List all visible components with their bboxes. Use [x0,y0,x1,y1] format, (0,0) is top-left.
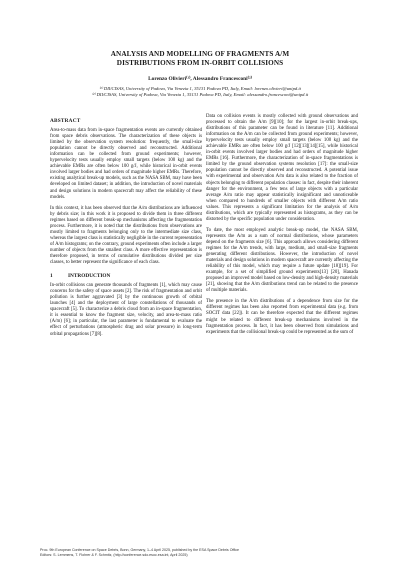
abstract-paragraph-2: In this context, it has been observed that the A/m distributions are influenced by debris size; in this work it is proposed to divide them in three different regimes based on different break-up mechanisms affecting the fragmentation process. Furthermore, it is noted that the distributions from observations are mostly limited to fragments belonging only to the intermediate size class, whereas the largest class is statistically negligible in the current representation of A/m histograms; on the contrary, ground experiments often include a larger number of objects from the smallest class. A more effective representation is therefore proposed, in terms of cumulative distributions divided per size classes, to better represent the significance of each class. [50,205,202,266]
body-paragraph-1: Data on collision events is mostly collected with ground observations and processed to obtain the A/m [9][10]; for the largest in-orbit break-ups, distributions of this parameter can be found in literature [11]. Additional information on the A/m can be collected from ground experiments; however, hypervelocity tests usually employ small targets (below 100 kg) and the achievable EMRs are often below 100 g/J [12][13][14][15], while historical in-orbit events involved larger bodies and had orders of magnitude higher EMRs [16]. Furthermore, the characterization of in-space fragmentations is limited by the ground observation systems resolution [17]: the small-size population cannot be directly observed and reconstructed. A potential issue with experimental and observation A/m data is also related to the fraction of objects belonging to different population classes: in fact, despite their inherent danger for the environment, a few tens of large objects with a particular average A/m ratio may appear statistically insignificant and unnoticeable when compared to hundreds of smaller objects with different A/m ratio values. This represents a significant limitation for the analysis of A/m distributions, which are typically represented as histograms, as they can be distorted by the specific population under consideration. [206,114,358,222]
footer-line-1: Proc. 9th European Conference on Space Debris, Bonn, Germany, 1–4 April 2025, published by the ESA Space Debris Office [40,548,240,552]
paper-title [40,50,360,68]
body-paragraph-2: To date, the most employed analytic break-up model, the NASA SBM, represents the A/m as a sum of normal distributions, whose parameters depend on the fragments size [6]. This approach allows considering different regimes for the A/m trends, with large, medium, and small-size fragments generating different distributions. However, the introduction of novel materials and design solutions in modern spacecraft are currently affecting the reliability of this model, which may require a future update [18][19]. For example, for a set of simplified ground experiments[13] [20], Hanada proposed an improved model based on low-density and high-density materials [21], showing that the A/m distributions trend can be related to the presence of multiple materials. [206,227,358,294]
abstract-paragraph-1: Area-to-mass data from in-space fragmentation events are currently obtained from space debris observations. The characterization of these objects is limited by the observation system resolution: frequently, the small-size population cannot be directly observed and reconstructed. Additional information can be collected from ground experiments; however, hypervelocity tests usually employ small targets (below 100 kg) and the achievable EMRs are often below 100 g/J, while historical in-orbit events involved larger bodies and had orders of magnitude higher EMRs. Therefore, existing analytical break-up models, such as the NASA SBM, may have been developed on limited dataset; in addition, the introduction of novel materials and design solutions in modern spacecraft may affect the reliability of these models. [50,128,202,200]
body-paragraph-3: The presence in the A/m distributions of a dependence from size for the different regimes has been also reported from experimental data (e.g. from SOCIT data [22]). It can be therefore expected that the different regimes might be related to different break-up mechanisms involved in the fragmentation process. In fact, it has been observed from simulations and experiments that the collisional break-up could be represented as the sum of [206,299,358,335]
left-column [50,118,202,343]
affiliation-2: ⁽²⁾ DII/CISAS, University of Padova, Via Venezia 1, 35131 Padova PD, Italy, Email: alessandro.francesconi@unipd.it [91,92,309,97]
section-title: INTRODUCTION [68,273,111,280]
introduction-heading [50,273,202,279]
abstract-heading: ABSTRACT [50,118,81,124]
author-list: Lorenzo Olivieri⁽¹⁾, Alessandro Francesconi⁽²⁾ [148,76,252,82]
right-column [206,114,358,341]
page-footer [40,548,360,557]
affiliation-1: ⁽¹⁾ DII/CISAS, University of Padova, Via Venezia 1, 35131 Padova PD, Italy, Email: lorenzo.olivieri@unipd.it [99,86,301,91]
title-line-1: ANALYSIS AND MODELLING OF FRAGMENTS A/M [110,50,290,58]
intro-paragraph-1: In-orbit collisions can generate thousands of fragments [1], which may cause concerns for the safety of space assets [2]. The risk of fragmentation and orbit pollution is further aggravated [3] by the continuous growth of orbital launches [4] and the deployment of large constellations of thousands of spacecraft [5]. To characterize a debris cloud from an in-space fragmentation, it is essential to know the fragment size, velocity, and area-to-mass ratio (A/m) [6]; in particular, the last parameter is fundamental to evaluate the effect of perturbations (atmospheric drag and solar pressure) in long-term orbital propagations [7][8]. [50,283,202,337]
title-line-2: DISTRIBUTIONS FROM IN-ORBIT COLLISIONS [116,59,284,68]
footer-line-2: Editors: S. Lemmens, T. Flohrer & F. Schmitz, (http://conference.sdo.esoc.esa.int, April 2025) [40,552,188,557]
section-number: 1 [50,273,53,280]
